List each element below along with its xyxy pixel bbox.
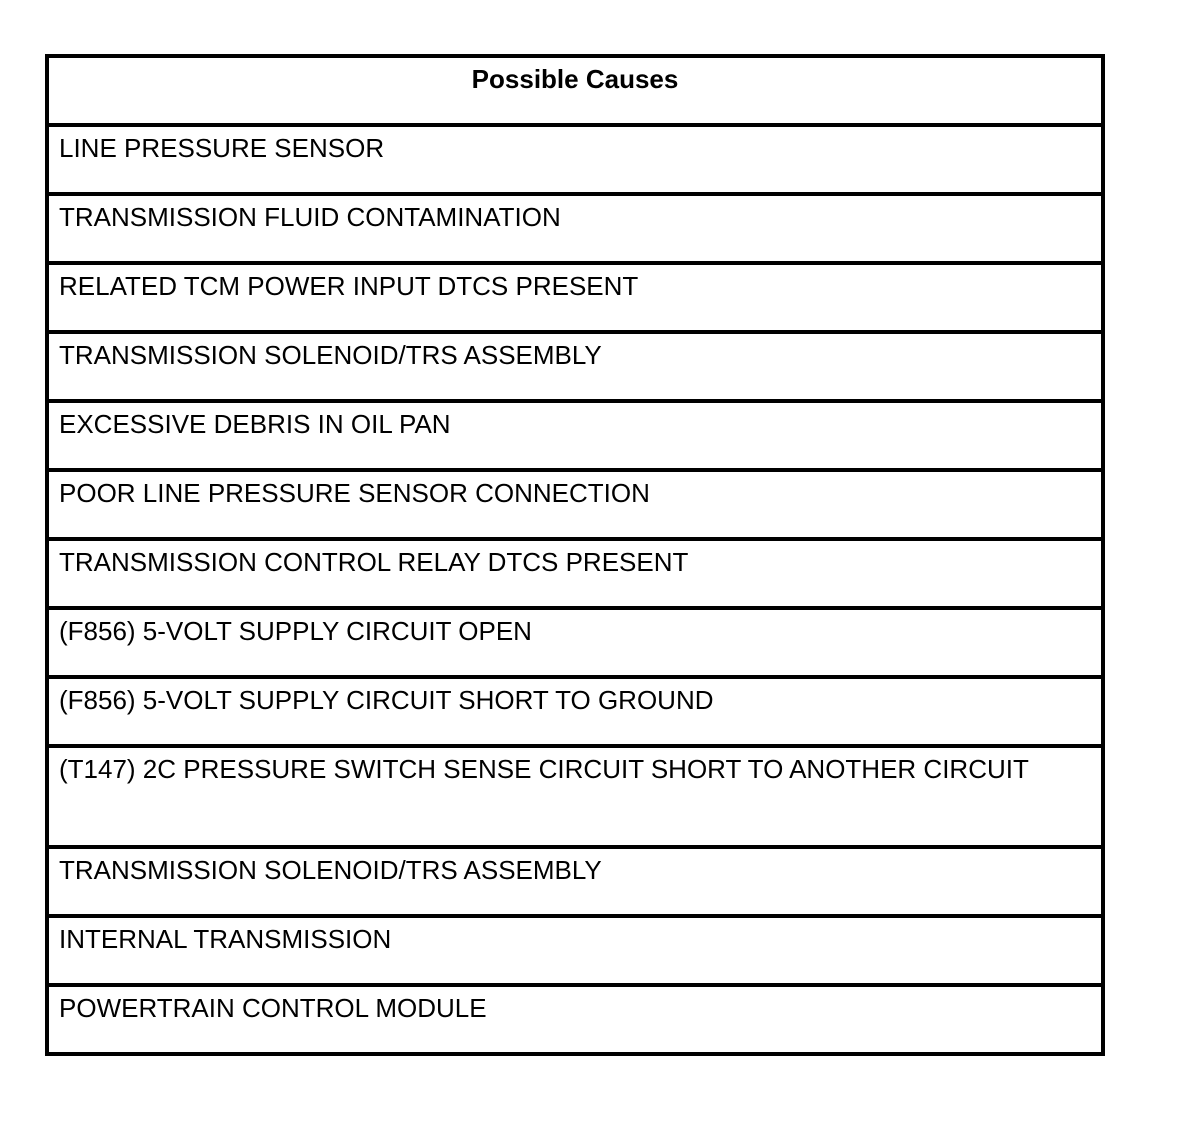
table-row (47, 746, 1103, 847)
cause-cell: INTERNAL TRANSMISSION (47, 916, 1103, 985)
table-row (47, 263, 1103, 332)
table-row (47, 470, 1103, 539)
cause-cell: LINE PRESSURE SENSOR (47, 125, 1103, 194)
cause-cell: POOR LINE PRESSURE SENSOR CONNECTION (47, 470, 1103, 539)
cause-cell: EXCESSIVE DEBRIS IN OIL PAN (47, 401, 1103, 470)
cause-cell: (T147) 2C PRESSURE SWITCH SENSE CIRCUIT SHORT TO ANOTHER CIRCUIT (47, 746, 1103, 847)
table-row (47, 332, 1103, 401)
table-row (47, 985, 1103, 1054)
table-row (47, 608, 1103, 677)
cause-cell: POWERTRAIN CONTROL MODULE (47, 985, 1103, 1054)
table-row (47, 847, 1103, 916)
table-row (47, 677, 1103, 746)
table-row (47, 194, 1103, 263)
cause-cell: RELATED TCM POWER INPUT DTCS PRESENT (47, 263, 1103, 332)
cause-cell: (F856) 5-VOLT SUPPLY CIRCUIT OPEN (47, 608, 1103, 677)
possible-causes-table (45, 54, 1105, 1056)
cause-cell: (F856) 5-VOLT SUPPLY CIRCUIT SHORT TO GROUND (47, 677, 1103, 746)
table-body (47, 125, 1103, 1054)
cause-cell: TRANSMISSION SOLENOID/TRS ASSEMBLY (47, 847, 1103, 916)
table-row (47, 539, 1103, 608)
header-row (47, 56, 1103, 125)
table-row (47, 401, 1103, 470)
table-row (47, 916, 1103, 985)
cause-cell: TRANSMISSION CONTROL RELAY DTCS PRESENT (47, 539, 1103, 608)
table-head (47, 56, 1103, 125)
table-header-possible-causes: Possible Causes (47, 56, 1103, 125)
cause-cell: TRANSMISSION SOLENOID/TRS ASSEMBLY (47, 332, 1103, 401)
cause-cell: TRANSMISSION FLUID CONTAMINATION (47, 194, 1103, 263)
table-row (47, 125, 1103, 194)
